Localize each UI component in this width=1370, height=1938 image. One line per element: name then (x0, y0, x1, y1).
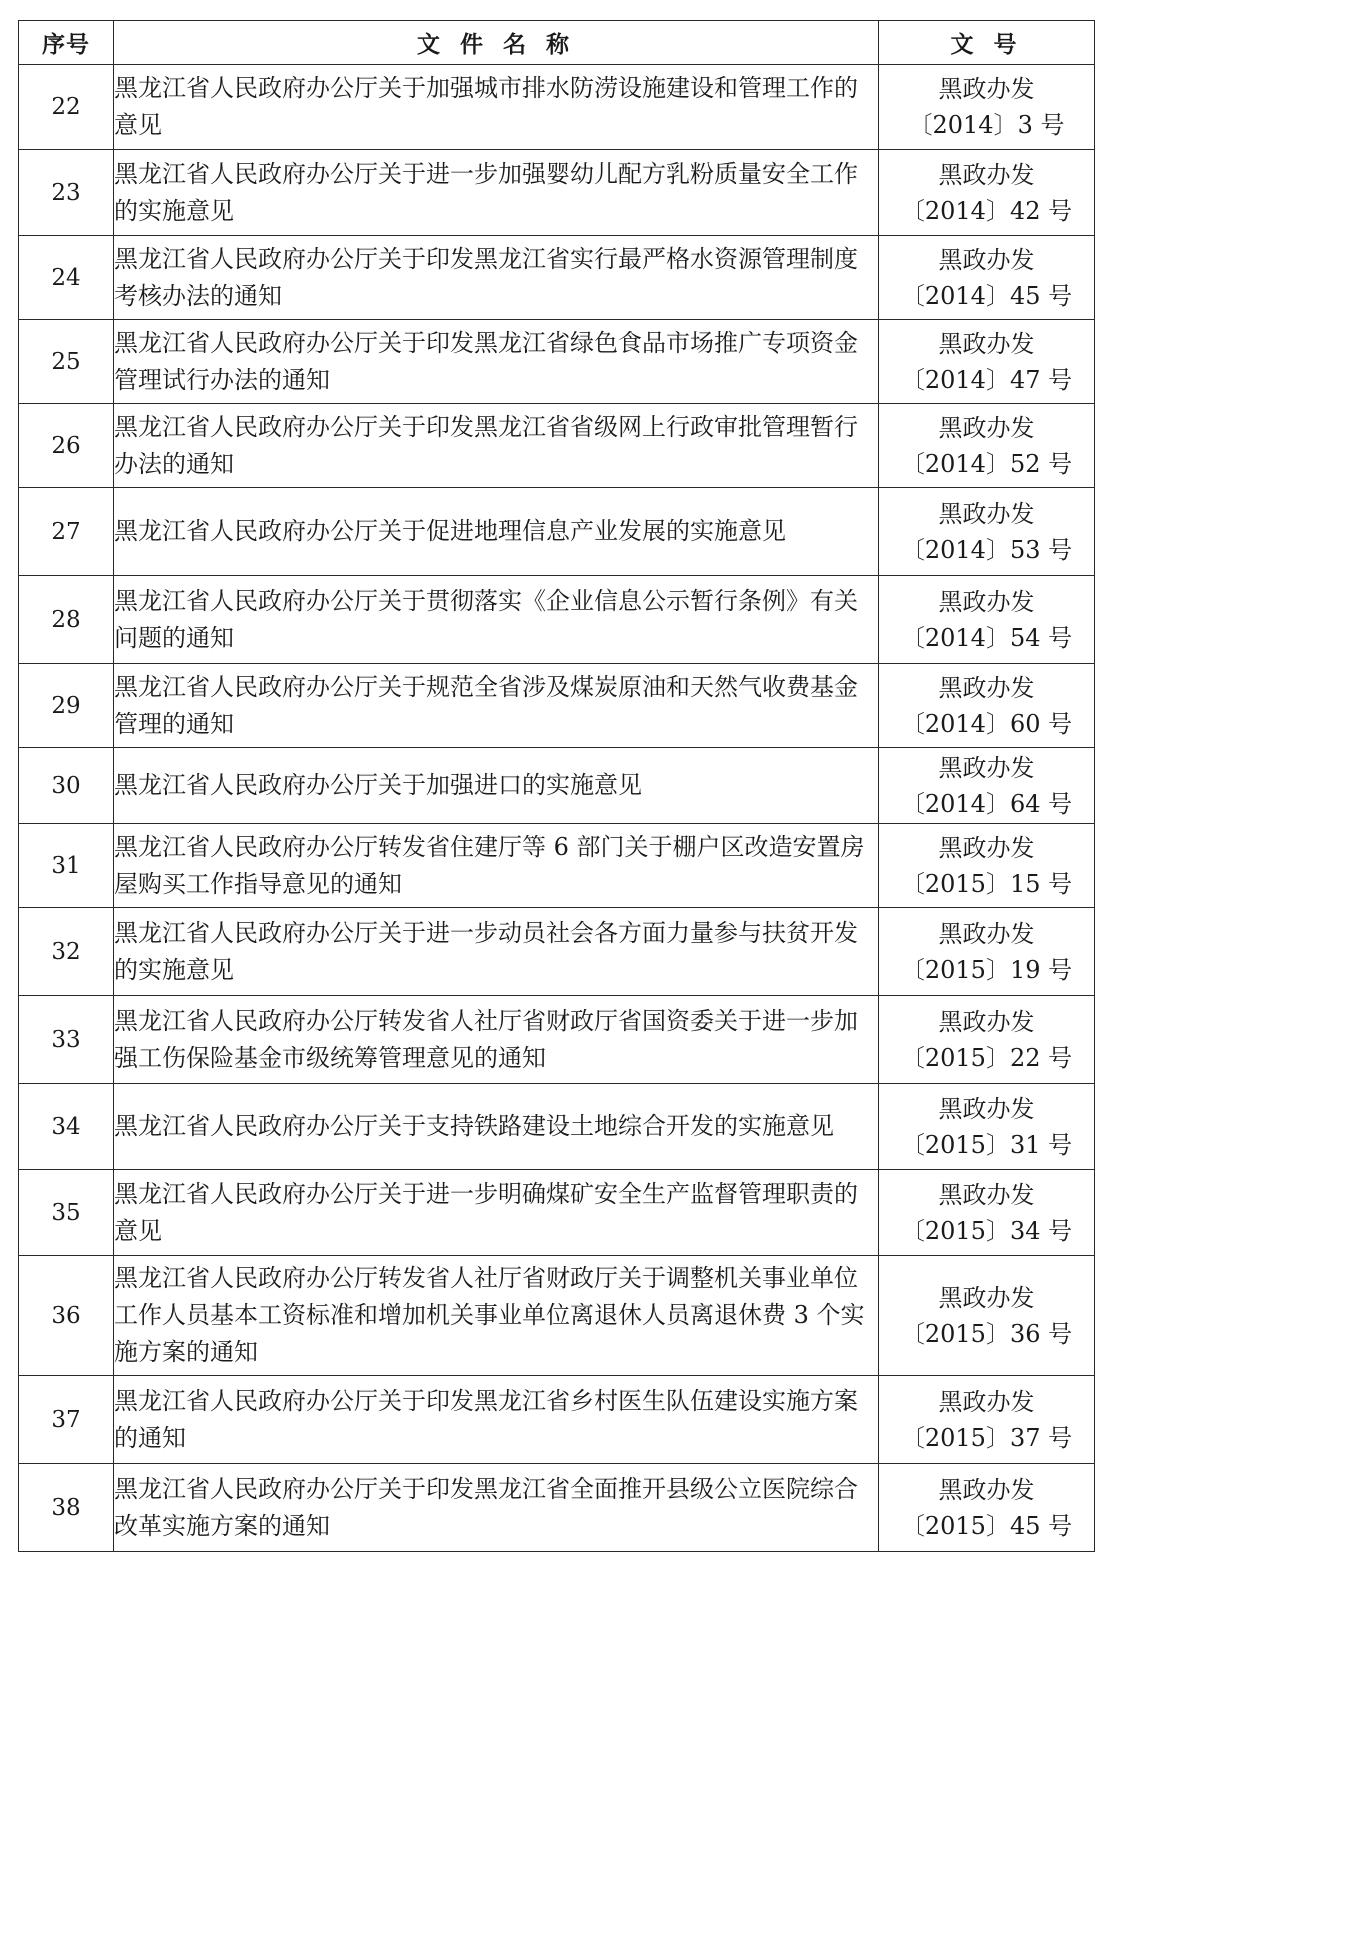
row-serial-number: 36 (19, 1256, 114, 1376)
document-issuer: 黑政办发 (938, 329, 1035, 358)
table-row (19, 1376, 1095, 1464)
document-issuer: 黑政办发 (938, 1475, 1035, 1504)
row-document-number (879, 824, 1095, 908)
document-serial: 〔2015〕45 号 (900, 1511, 1073, 1540)
table-row (19, 1256, 1095, 1376)
document-issuer: 黑政办发 (938, 413, 1035, 442)
table-row (19, 320, 1095, 404)
document-issuer: 黑政办发 (938, 587, 1035, 616)
table-row (19, 1084, 1095, 1170)
row-serial-number: 22 (19, 65, 114, 150)
document-issuer: 黑政办发 (938, 919, 1035, 948)
row-serial-number: 23 (19, 150, 114, 236)
table-row (19, 488, 1095, 576)
document-serial: 〔2015〕19 号 (900, 955, 1073, 984)
header-document-number: 文 号 (879, 21, 1095, 65)
table-row (19, 664, 1095, 748)
document-serial: 〔2014〕3 号 (908, 111, 1065, 139)
row-serial-number: 24 (19, 236, 114, 320)
row-serial-number: 26 (19, 404, 114, 488)
row-document-title: 黑龙江省人民政府办公厅转发省住建厅等 6 部门关于棚户区改造安置房屋购买工作指导意见的通知 (114, 824, 879, 908)
row-document-number (879, 404, 1095, 488)
row-document-title: 黑龙江省人民政府办公厅关于印发黑龙江省全面推开县级公立医院综合改革实施方案的通知 (114, 1464, 879, 1552)
document-issuer: 黑政办发 (938, 1007, 1035, 1036)
document-serial: 〔2015〕34 号 (900, 1216, 1073, 1245)
row-document-number (879, 320, 1095, 404)
document-serial: 〔2014〕60 号 (900, 709, 1073, 738)
table-row (19, 150, 1095, 236)
document-serial: 〔2014〕42 号 (900, 196, 1073, 225)
document-issuer: 黑政办发 (938, 1283, 1035, 1312)
row-document-title: 黑龙江省人民政府办公厅关于加强进口的实施意见 (114, 748, 879, 824)
row-document-title: 黑龙江省人民政府办公厅关于促进地理信息产业发展的实施意见 (114, 488, 879, 576)
document-issuer: 黑政办发 (938, 75, 1035, 103)
document-issuer: 黑政办发 (938, 1387, 1035, 1416)
document-issuer: 黑政办发 (938, 245, 1035, 274)
row-document-title: 黑龙江省人民政府办公厅关于贯彻落实《企业信息公示暂行条例》有关问题的通知 (114, 576, 879, 664)
row-document-title: 黑龙江省人民政府办公厅关于印发黑龙江省省级网上行政审批管理暂行办法的通知 (114, 404, 879, 488)
row-document-title: 黑龙江省人民政府办公厅转发省人社厅省财政厅省国资委关于进一步加强工伤保险基金市级统筹管理意见的通知 (114, 996, 879, 1084)
row-document-number (879, 576, 1095, 664)
table-row (19, 996, 1095, 1084)
table-header-row (19, 21, 1095, 65)
document-serial: 〔2015〕15 号 (900, 869, 1073, 898)
row-document-title: 黑龙江省人民政府办公厅关于支持铁路建设土地综合开发的实施意见 (114, 1084, 879, 1170)
row-serial-number: 30 (19, 748, 114, 824)
document-serial: 〔2014〕53 号 (900, 535, 1073, 564)
row-serial-number: 29 (19, 664, 114, 748)
row-document-title: 黑龙江省人民政府办公厅关于印发黑龙江省绿色食品市场推广专项资金管理试行办法的通知 (114, 320, 879, 404)
row-document-title: 黑龙江省人民政府办公厅关于进一步明确煤矿安全生产监督管理职责的意见 (114, 1170, 879, 1256)
document-serial: 〔2014〕47 号 (900, 365, 1073, 394)
header-serial-number: 序号 (19, 21, 114, 65)
row-document-number (879, 150, 1095, 236)
row-serial-number: 32 (19, 908, 114, 996)
header-document-title: 文 件 名 称 (114, 21, 879, 65)
document-issuer: 黑政办发 (938, 753, 1035, 782)
row-document-title: 黑龙江省人民政府办公厅关于加强城市排水防涝设施建设和管理工作的意见 (114, 65, 879, 150)
row-serial-number: 31 (19, 824, 114, 908)
row-document-number (879, 908, 1095, 996)
row-document-number (879, 236, 1095, 320)
row-document-number (879, 1170, 1095, 1256)
table-row (19, 236, 1095, 320)
row-document-number (879, 1256, 1095, 1376)
document-serial: 〔2014〕45 号 (900, 281, 1073, 310)
document-serial: 〔2015〕22 号 (900, 1043, 1073, 1072)
row-serial-number: 38 (19, 1464, 114, 1552)
row-document-number (879, 996, 1095, 1084)
row-document-title: 黑龙江省人民政府办公厅关于进一步动员社会各方面力量参与扶贫开发的实施意见 (114, 908, 879, 996)
row-serial-number: 35 (19, 1170, 114, 1256)
table-row (19, 576, 1095, 664)
document-issuer: 黑政办发 (938, 673, 1035, 702)
row-document-number (879, 1376, 1095, 1464)
document-issuer: 黑政办发 (938, 160, 1035, 189)
row-document-title: 黑龙江省人民政府办公厅关于印发黑龙江省实行最严格水资源管理制度考核办法的通知 (114, 236, 879, 320)
table-row (19, 404, 1095, 488)
document-serial: 〔2014〕64 号 (900, 789, 1073, 818)
document-serial: 〔2014〕54 号 (900, 623, 1073, 652)
row-serial-number: 34 (19, 1084, 114, 1170)
row-document-number (879, 488, 1095, 576)
table-row (19, 65, 1095, 150)
row-document-number (879, 748, 1095, 824)
document-serial: 〔2014〕52 号 (900, 449, 1073, 478)
document-list-table (18, 20, 1095, 1552)
table-row (19, 1464, 1095, 1552)
row-document-number (879, 1464, 1095, 1552)
table-row (19, 748, 1095, 824)
table-row (19, 1170, 1095, 1256)
document-serial: 〔2015〕31 号 (900, 1130, 1073, 1159)
document-issuer: 黑政办发 (938, 833, 1035, 862)
document-issuer: 黑政办发 (938, 499, 1035, 528)
row-serial-number: 25 (19, 320, 114, 404)
document-serial: 〔2015〕36 号 (900, 1319, 1073, 1348)
document-serial: 〔2015〕37 号 (900, 1423, 1073, 1452)
row-document-title: 黑龙江省人民政府办公厅关于进一步加强婴幼儿配方乳粉质量安全工作的实施意见 (114, 150, 879, 236)
row-serial-number: 37 (19, 1376, 114, 1464)
row-serial-number: 33 (19, 996, 114, 1084)
document-issuer: 黑政办发 (938, 1180, 1035, 1209)
row-document-number (879, 65, 1095, 150)
row-document-title: 黑龙江省人民政府办公厅转发省人社厅省财政厅关于调整机关事业单位工作人员基本工资标准和增加机关事业单位离退休人员离退休费 3 个实施方案的通知 (114, 1256, 879, 1376)
row-document-number (879, 664, 1095, 748)
row-serial-number: 28 (19, 576, 114, 664)
document-issuer: 黑政办发 (938, 1094, 1035, 1123)
row-serial-number: 27 (19, 488, 114, 576)
row-document-number (879, 1084, 1095, 1170)
table-row (19, 908, 1095, 996)
row-document-title: 黑龙江省人民政府办公厅关于规范全省涉及煤炭原油和天然气收费基金管理的通知 (114, 664, 879, 748)
row-document-title: 黑龙江省人民政府办公厅关于印发黑龙江省乡村医生队伍建设实施方案的通知 (114, 1376, 879, 1464)
table-row (19, 824, 1095, 908)
